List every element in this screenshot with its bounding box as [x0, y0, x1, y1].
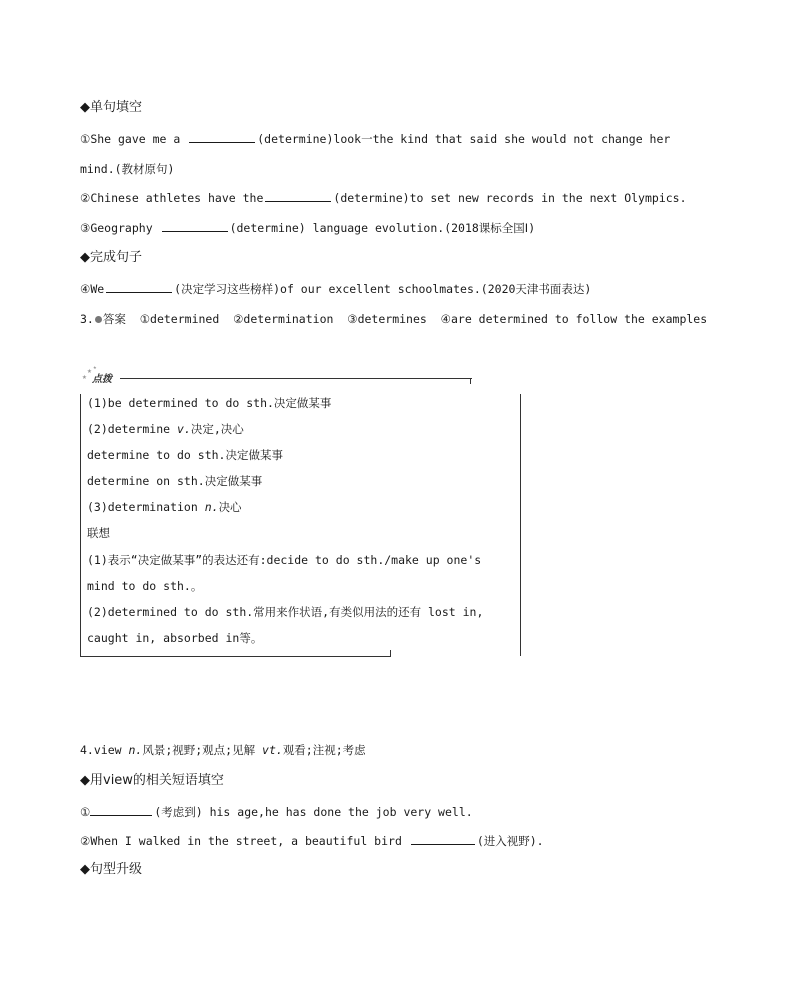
question-text: Geography: [90, 221, 160, 235]
note-line-10: caught in, absorbed in等。: [87, 631, 263, 645]
vocab-word: 4.view: [80, 743, 129, 757]
note-text: (2)determine: [87, 422, 178, 436]
answer-blank[interactable]: [189, 131, 255, 143]
note-line-5: [87, 499, 242, 515]
question-number: ①: [80, 132, 91, 146]
question-text: We: [90, 282, 105, 296]
question-number: ③: [80, 221, 91, 235]
part-of-speech: vt.: [262, 743, 283, 757]
heading-single-sentence-fill: ◆单句填空: [80, 100, 142, 115]
vocab-meaning: 观看;注视;考虑: [282, 743, 366, 757]
heading-sentence-upgrade: ◆句型升级: [80, 862, 142, 877]
question-number: ④: [80, 282, 91, 296]
question-2: [80, 190, 687, 206]
note-line-7: (1)表示“决定做某事”的表达还有:decide to do sth./make up one's: [87, 553, 482, 567]
question-text: (determine)look一the kind that said she would not change her: [257, 132, 671, 146]
box-border-tick: [390, 650, 391, 656]
vocab-title-view: [80, 742, 366, 758]
answer-blank[interactable]: [265, 190, 331, 202]
answer-icon: [95, 316, 102, 323]
answer-blank[interactable]: [90, 804, 152, 816]
box-border-left: [80, 394, 81, 656]
star-icon: ★: [93, 364, 97, 371]
tip-badge-label: 点拨: [92, 374, 112, 385]
tip-box: [80, 366, 522, 668]
heading-complete-sentence: ◆完成句子: [80, 250, 142, 265]
box-border-bottom: [80, 656, 391, 657]
note-text: 决心: [218, 500, 242, 514]
question-text: (determine)to set new records in the next Olympics.: [333, 191, 687, 205]
note-text: (3)determination: [87, 500, 205, 514]
question-text: (决定学习这些榜样)of our excellent schoolmates.(2020天津书面表达): [174, 282, 592, 296]
answer-blank[interactable]: [411, 833, 475, 845]
star-icon: ★: [87, 366, 92, 375]
question-text: When I walked in the street, a beautiful bird: [90, 834, 409, 848]
note-line-8: mind to do sth.。: [87, 579, 203, 593]
question-text: (考虑到) his age,he has done the job very well.: [154, 805, 473, 819]
note-line-2: [87, 421, 244, 437]
answer-text: ①determined ②determination ③determines ④are determined to follow the examples: [139, 312, 708, 326]
note-line-1: (1)be determined to do sth.决定做某事: [87, 396, 332, 410]
question-text: Chinese athletes have the: [90, 191, 264, 205]
view-question-1: [80, 804, 473, 820]
vocab-meaning: 风景;视野;观点;见解: [142, 743, 263, 757]
answer-label: 答案: [102, 312, 126, 326]
part-of-speech: n.: [204, 500, 219, 514]
note-line-6: 联想: [87, 526, 110, 540]
answer-blank[interactable]: [106, 281, 172, 293]
heading-view-phrases: ◆用view的相关短语填空: [80, 773, 224, 788]
star-icon: ★: [82, 372, 87, 381]
part-of-speech: v.: [177, 422, 191, 436]
question-text: (进入视野).: [476, 834, 544, 848]
answer-line: [80, 311, 707, 327]
question-3: [80, 220, 535, 236]
question-1: [80, 131, 670, 147]
question-text: She gave me a: [90, 132, 188, 146]
box-border-top: [120, 378, 472, 379]
answer-blank[interactable]: [162, 220, 228, 232]
question-number: ①: [80, 805, 91, 819]
view-question-2: [80, 833, 544, 849]
answer-number: 3.: [80, 312, 94, 326]
question-1-continued: mind.(教材原句): [80, 162, 175, 176]
question-text: (determine) language evolution.(2018课标全国Ⅰ): [229, 221, 536, 235]
box-border-tick: [470, 378, 471, 384]
part-of-speech: n.: [128, 743, 143, 757]
note-line-9: (2)determined to do sth.常用来作状语,有类似用法的还有 lost in,: [87, 605, 484, 619]
question-number: ②: [80, 834, 91, 848]
note-line-4: determine on sth.决定做某事: [87, 474, 263, 488]
question-number: ②: [80, 191, 91, 205]
question-4: [80, 281, 591, 297]
box-border-right: [520, 394, 521, 656]
tip-badge: [80, 366, 116, 388]
note-text: 决定,决心: [190, 422, 244, 436]
note-line-3: determine to do sth.决定做某事: [87, 448, 283, 462]
